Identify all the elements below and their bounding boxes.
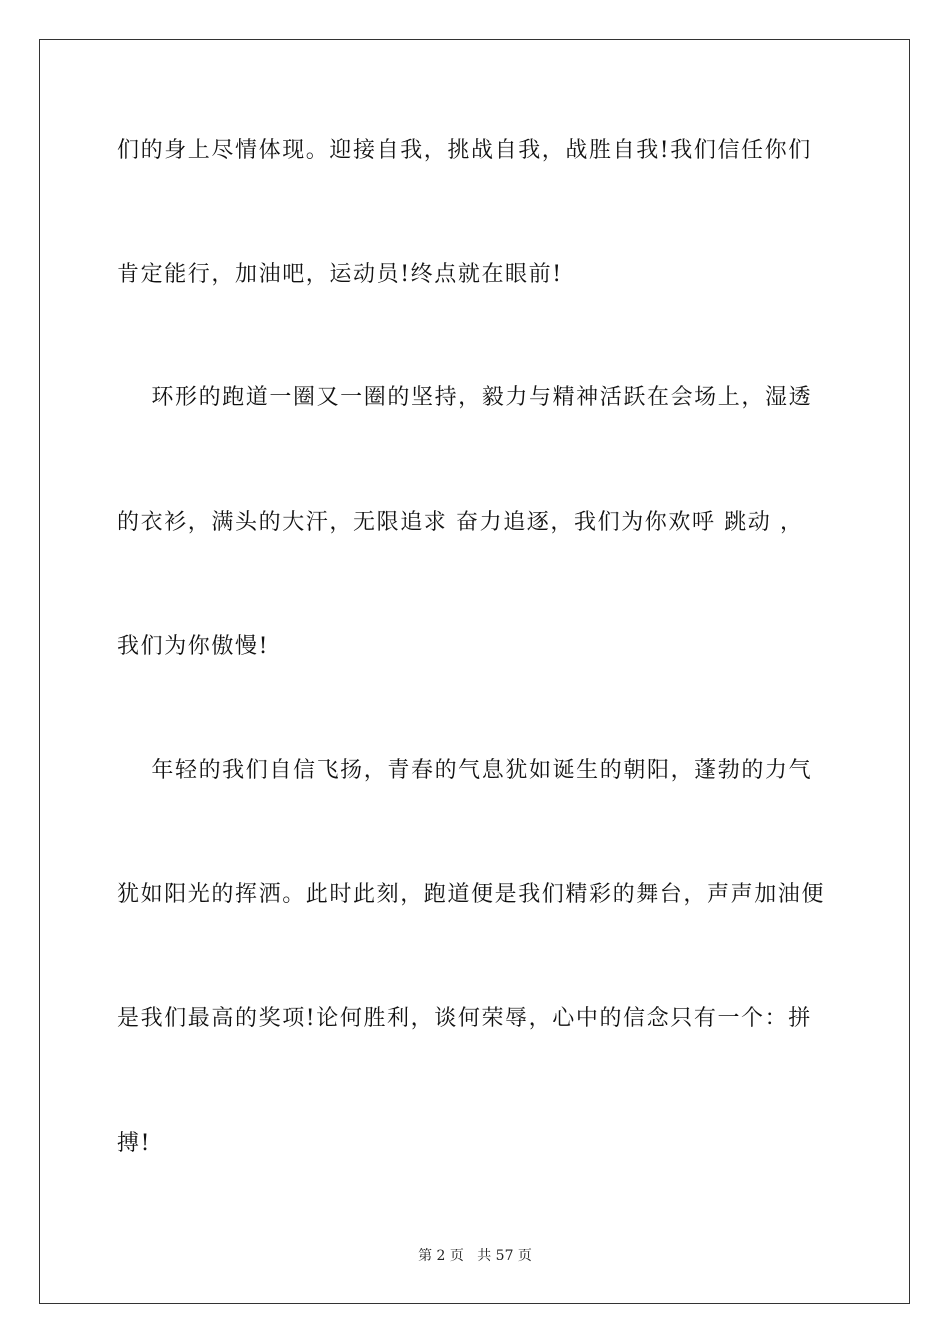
body-text-line: 年轻的我们自信飞扬，青春的气息犹如诞生的朝阳，蓬勃的力气 [117, 758, 813, 783]
body-text-line: 是我们最高的奖项!论何胜利，谈何荣辱，心中的信念只有一个：拼 [117, 1006, 812, 1031]
page-number-footer: 第 2 页 共 57 页 [418, 1248, 532, 1264]
body-text-line: 的衣衫，满头的大汗，无限追求 奋力追逐，我们为你欢呼 跳动 ， [117, 510, 804, 535]
body-text-line: 们的身上尽情体现。迎接自我，挑战自我，战胜自我!我们信任你们 [117, 138, 812, 163]
body-text-line: 犹如阳光的挥洒。此时此刻，跑道便是我们精彩的舞台，声声加油便 [117, 882, 826, 907]
body-text-line: 环形的跑道一圈又一圈的坚持，毅力与精神活跃在会场上，湿透 [117, 385, 813, 410]
page-border [39, 39, 910, 1304]
body-text-line: 我们为你傲慢! [117, 634, 270, 659]
body-text-line: 肯定能行，加油吧，运动员!终点就在眼前! [117, 262, 563, 287]
body-text-line: 搏! [117, 1131, 152, 1156]
